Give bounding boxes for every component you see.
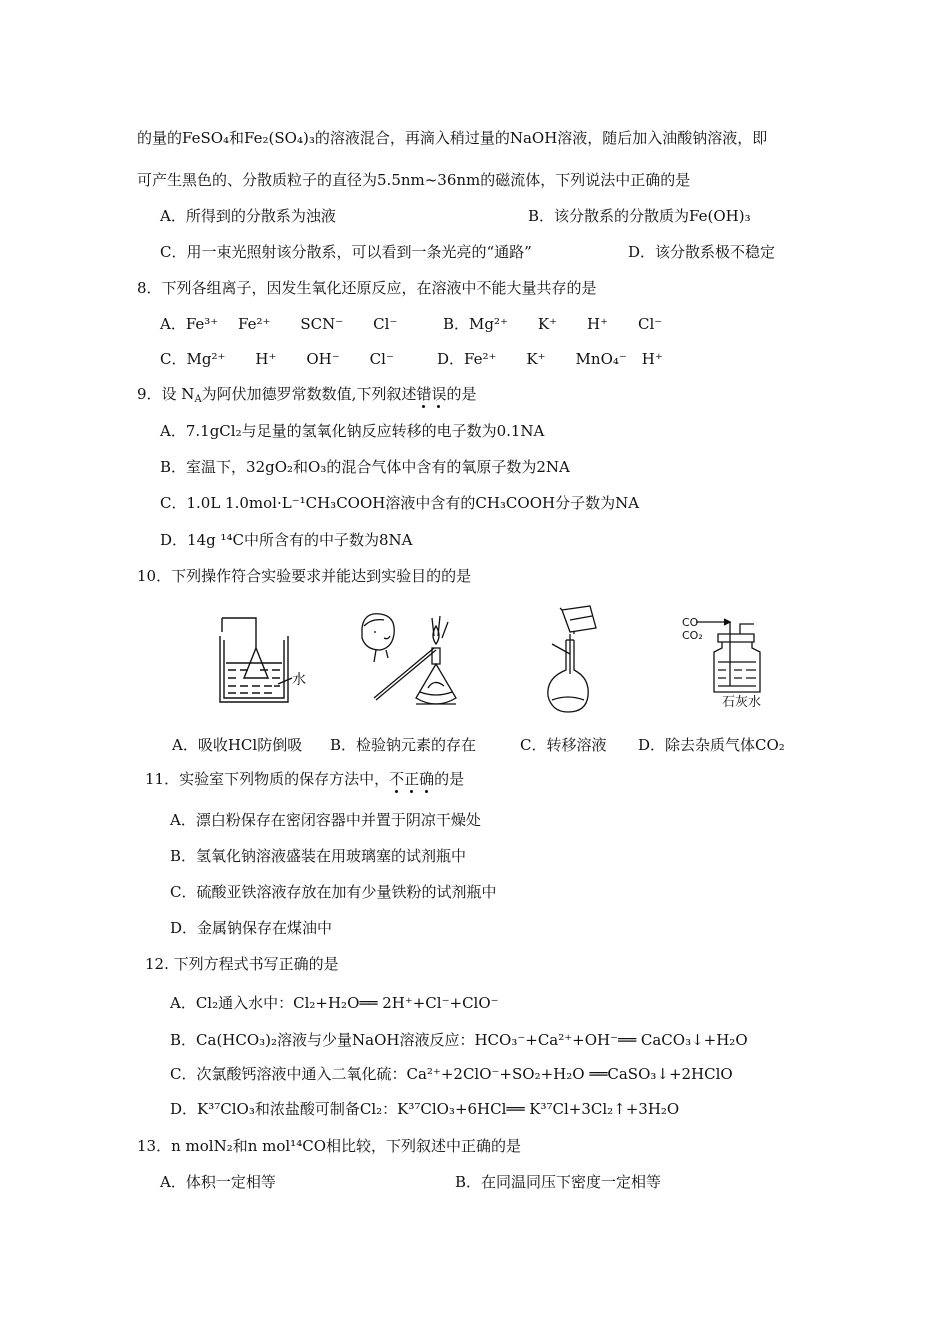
q11-option-d: D．金属钠保存在煤油中 <box>170 919 333 937</box>
fig-d-gas-1: CO <box>682 616 699 629</box>
q9-stem-mid: 为阿伏加德罗常数数值,下列叙述 <box>201 385 417 403</box>
fig-d-gas-2: CO₂ <box>682 629 703 642</box>
q9-option-a: A．7.1gCl₂与足量的氢氧化钠反应转移的电子数为0.1NA <box>160 422 545 440</box>
q11-emphasis-1: 不 <box>389 770 404 788</box>
q9-stem-sub: A <box>194 394 202 405</box>
q9-option-b: B．室温下，32gO₂和O₃的混合气体中含有的氧原子数为2NA <box>160 458 570 476</box>
q11-stem-post: 的是 <box>434 770 465 788</box>
figure-remove-co2 <box>674 612 784 712</box>
q11-option-a: A．漂白粉保存在密闭容器中并置于阴凉干燥处 <box>170 811 481 829</box>
q11-emphasis-3: 确 <box>419 770 434 788</box>
figure-flame-test <box>354 608 484 714</box>
q13-option-a: A．体积一定相等 <box>160 1173 276 1191</box>
q10-option-a: A．吸收HCl防倒吸 <box>172 736 303 754</box>
q12-option-c: C．次氯酸钙溶液中通入二氧化硫：Ca²⁺+2ClO⁻+SO₂+H₂O ══CaSO₃↓+2HClO <box>170 1065 733 1083</box>
q10-option-d: D．除去杂质气体CO₂ <box>638 736 785 754</box>
figure-hcl-absorption <box>212 608 312 714</box>
q8-option-a: A．Fe³⁺ Fe²⁺ SCN⁻ Cl⁻ <box>160 315 398 333</box>
intro-option-a: A．所得到的分散系为浊液 <box>160 207 336 225</box>
q9-stem-post: 的是 <box>446 385 477 403</box>
q11-emphasis-2: 正 <box>404 770 419 788</box>
q13-stem: 13．n molN₂和n mol¹⁴CO相比较，下列叙述中正确的是 <box>137 1137 521 1155</box>
q9-stem <box>137 384 477 404</box>
q10-option-b: B．检验钠元素的存在 <box>330 736 477 754</box>
q9-stem-pre: 9．设 N <box>137 385 195 403</box>
q11-option-c: C．硫酸亚铁溶液存放在加有少量铁粉的试剂瓶中 <box>170 883 497 901</box>
q9-option-d: D．14g ¹⁴C中所含有的中子数为8NA <box>160 531 413 549</box>
q8-option-d: D．Fe²⁺ K⁺ MnO₄⁻ H⁺ <box>437 350 663 368</box>
figure-transfer-solution <box>540 604 610 716</box>
fig-d-label: 石灰水 <box>722 695 762 710</box>
intro-line-1: 的量的FeSO₄和Fe₂(SO₄)₃的溶液混合，再滴入稍过量的NaOH溶液，随后加入油酸钠溶液，即 <box>137 129 768 147</box>
q12-option-a: A．Cl₂通入水中：Cl₂+H₂O══ 2H⁺+Cl⁻+ClO⁻ <box>170 994 499 1012</box>
intro-option-b: B．该分散系的分散质为Fe(OH)₃ <box>528 207 751 225</box>
q13-option-b: B．在同温同压下密度一定相等 <box>455 1173 662 1191</box>
q12-stem: 12. 下列方程式书写正确的是 <box>145 955 339 973</box>
q8-stem: 8．下列各组离子，因发生氧化还原反应，在溶液中不能大量共存的是 <box>137 279 597 297</box>
q12-option-b: B．Ca(HCO₃)₂溶液与少量NaOH溶液反应：HCO₃⁻+Ca²⁺+OH⁻══ CaCO₃↓+H₂O <box>170 1031 748 1049</box>
q11-option-b: B．氢氧化钠溶液盛装在用玻璃塞的试剂瓶中 <box>170 847 467 865</box>
q10-stem: 10．下列操作符合实验要求并能达到实验目的的是 <box>137 567 472 585</box>
q12-option-d: D．K³⁷ClO₃和浓盐酸可制备Cl₂：K³⁷ClO₃+6HCl══ K³⁷Cl+3Cl₂↑+3H₂O <box>170 1100 680 1118</box>
q8-option-b: B．Mg²⁺ K⁺ H⁺ Cl⁻ <box>443 315 663 333</box>
q11-stem <box>145 769 464 789</box>
fig-a-label: 水 <box>292 672 306 688</box>
intro-option-c: C．用一束光照射该分散系，可以看到一条光亮的“通路” <box>160 243 532 261</box>
q11-stem-pre: 11．实验室下列物质的保存方法中， <box>145 770 390 788</box>
intro-option-d: D．该分散系极不稳定 <box>628 243 776 261</box>
q9-emphasis-2: 误 <box>431 385 446 403</box>
q9-option-c: C．1.0L 1.0mol·L⁻¹CH₃COOH溶液中含有的CH₃COOH分子数为NA <box>160 494 640 512</box>
q8-option-c: C．Mg²⁺ H⁺ OH⁻ Cl⁻ <box>160 350 394 368</box>
q10-option-c: C．转移溶液 <box>520 736 607 754</box>
intro-line-2: 可产生黑色的、分散质粒子的直径为5.5nm~36nm的磁流体，下列说法中正确的是 <box>137 171 691 189</box>
q9-emphasis-1: 错 <box>416 385 431 403</box>
